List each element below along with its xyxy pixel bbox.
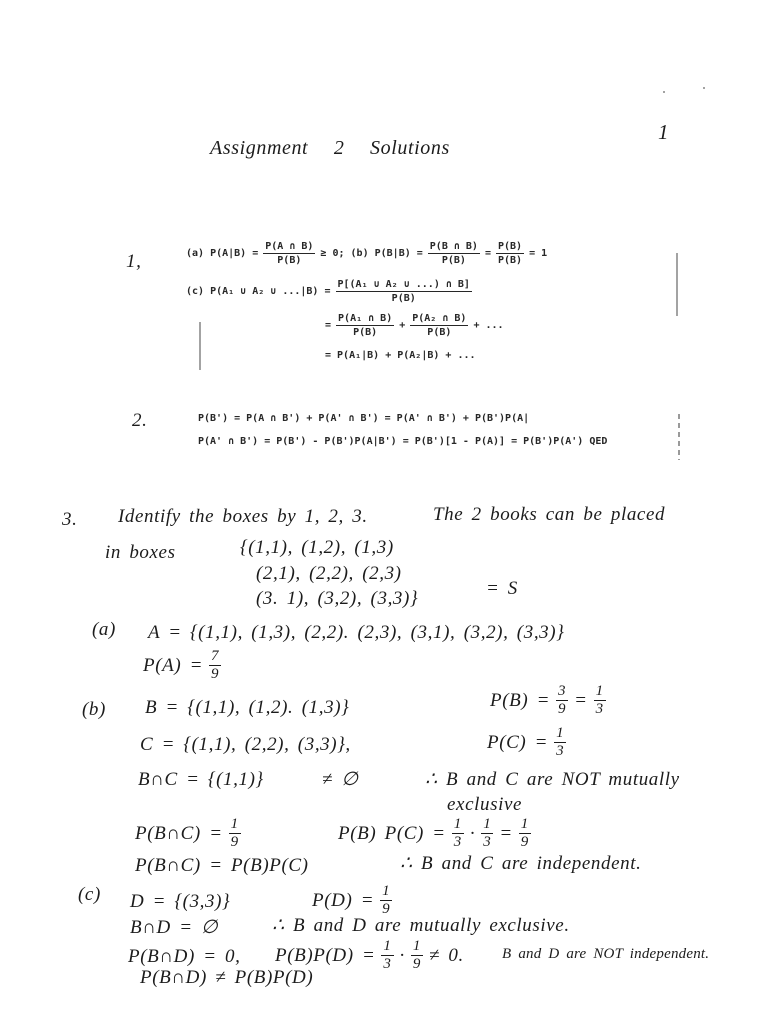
prod-bc-dot: · xyxy=(469,822,476,844)
q1c-fraction-3 xyxy=(410,313,468,338)
not-independent-conclusion: B and D are NOT independent. xyxy=(502,946,710,962)
not-empty: ≠ ∅ xyxy=(322,769,359,790)
p-d-line xyxy=(312,884,392,917)
prod-bd-fraction-1 xyxy=(381,939,393,972)
q1c-fraction-2 xyxy=(336,313,394,338)
q1c-lhs: (c) P(A₁ ∪ A₂ ∪ ...|B) = xyxy=(186,285,331,297)
fraction-numerator: 1 xyxy=(483,816,492,832)
prod-bc-fraction-2 xyxy=(481,817,493,850)
dependence-inequality: P(B∩D) ≠ P(B)P(D) xyxy=(140,967,314,988)
fraction-denominator: 3 xyxy=(453,834,462,850)
q1-parts-a-b-line xyxy=(186,241,547,266)
p-bc-lhs: P(B∩C) = xyxy=(135,822,223,844)
set-b: B = {(1,1), (1,2). (1,3)} xyxy=(145,697,350,718)
prod-bc-fraction-3 xyxy=(519,817,531,850)
p-c-lhs: P(C) = xyxy=(487,731,549,753)
fraction-numerator: 7 xyxy=(211,648,220,664)
p-b-line xyxy=(490,684,606,717)
fraction-numerator: 1 xyxy=(383,938,392,954)
q2-line-2: P(A' ∩ B') = P(B') - P(B')P(A|B') = P(B')[1 - P(A)] = P(B')P(A') QED xyxy=(198,436,608,447)
prod-bc-lhs: P(B) P(C) = xyxy=(338,822,446,844)
mutually-exclusive-conclusion: ∴ B and D are mutually exclusive. xyxy=(272,915,570,936)
fraction-denominator: 9 xyxy=(211,666,220,682)
p-a-fraction xyxy=(209,649,221,682)
fraction-denominator: 9 xyxy=(230,834,239,850)
set-d: D = {(3,3)} xyxy=(130,891,231,912)
q3c-label: (c) xyxy=(78,884,101,905)
q1c-fraction-1 xyxy=(336,279,472,304)
fraction-numerator: 1 xyxy=(412,938,421,954)
scan-line xyxy=(676,253,678,316)
fraction-denominator: 9 xyxy=(520,834,529,850)
fraction-numerator: 1 xyxy=(230,816,239,832)
p-b-equals: = xyxy=(574,689,588,711)
b-intersect-c: B∩C = {(1,1)} xyxy=(138,769,264,790)
q1a-lhs: (a) P(A|B) = xyxy=(186,247,259,259)
q2-number: 2. xyxy=(132,410,148,431)
scan-dot xyxy=(703,87,705,89)
independence-equality: P(B∩C) = P(B)P(C) xyxy=(135,855,309,876)
fraction-numerator: P(A ∩ B) xyxy=(265,241,314,252)
fraction-denominator: P(B) xyxy=(353,327,378,338)
fraction-numerator: P(B ∩ B) xyxy=(429,241,478,252)
q1b-fraction-2 xyxy=(496,241,524,266)
fraction-numerator: 1 xyxy=(556,725,565,741)
fraction-numerator: 1 xyxy=(382,883,391,899)
q2-line-1: P(B') = P(A ∩ B') + P(A' ∩ B') = P(A' ∩ B') + P(B')P(A| xyxy=(198,413,530,424)
p-c-line xyxy=(487,726,566,759)
b-intersect-d: B∩D = ∅ xyxy=(130,917,219,938)
fraction-denominator: P(B) xyxy=(391,293,416,304)
scan-dot xyxy=(663,91,665,93)
fraction-numerator: P(B) xyxy=(497,241,523,252)
fraction-denominator: P(B) xyxy=(497,255,523,266)
scan-line xyxy=(199,322,201,370)
p-b-intersect-d: P(B∩D) = 0, xyxy=(128,946,241,967)
sample-space-equals: = S xyxy=(486,578,518,599)
p-a-line xyxy=(143,649,221,682)
p-b-times-p-c-line xyxy=(338,817,531,850)
q3-in-boxes: in boxes xyxy=(105,542,176,563)
fraction-numerator: P(A₂ ∩ B) xyxy=(412,313,467,324)
fraction-denominator: 9 xyxy=(558,701,567,717)
p-b-intersect-c-line xyxy=(135,817,241,850)
q3b-label: (b) xyxy=(82,699,106,720)
p-d-fraction xyxy=(380,884,392,917)
q1a-fraction-1 xyxy=(263,241,315,266)
q3-number: 3. xyxy=(62,509,78,530)
q1c-equals: = xyxy=(325,319,332,331)
p-a-lhs: P(A) = xyxy=(143,654,204,676)
p-bc-fraction xyxy=(229,817,241,850)
sample-space-row-2: (2,1), (2,2), (2,3) xyxy=(256,563,402,584)
q3-intro-b: The 2 books can be placed xyxy=(433,504,666,525)
q1-number: 1, xyxy=(126,251,142,272)
sample-space-row-1: {(1,1), (1,2), (1,3) xyxy=(240,537,394,558)
p-b-fraction-1 xyxy=(556,684,568,717)
prod-bd-dot: · xyxy=(399,944,405,966)
set-a: A = {(1,1), (1,3), (2,2). (2,3), (3,1), (3,2), (3,3)} xyxy=(148,622,565,643)
q1c-tail: + ... xyxy=(473,319,504,331)
fraction-denominator: 9 xyxy=(412,956,421,972)
fraction-denominator: 3 xyxy=(383,956,392,972)
prod-bd-fraction-2 xyxy=(411,939,423,972)
q1c-line-1 xyxy=(186,279,472,304)
fraction-denominator: 3 xyxy=(556,743,565,759)
fraction-denominator: P(B) xyxy=(427,327,452,338)
fraction-numerator: 1 xyxy=(520,816,529,832)
q3-intro-a: Identify the boxes by 1, 2, 3. xyxy=(118,506,368,527)
q1b-fraction-1 xyxy=(428,241,480,266)
q1a-mid: ≥ 0; (b) P(B|B) = xyxy=(320,247,423,259)
sample-space-row-3: (3. 1), (3,2), (3,3)} xyxy=(256,588,419,609)
q1b-equals: = xyxy=(484,247,491,259)
independence-conclusion: ∴ B and C are independent. xyxy=(400,853,642,874)
fraction-numerator: P[(A₁ ∪ A₂ ∪ ...) ∩ B] xyxy=(337,279,470,290)
p-c-fraction xyxy=(554,726,566,759)
page-title: Assignment 2 Solutions xyxy=(210,137,450,159)
p-b-fraction-2 xyxy=(594,684,606,717)
not-mutually-exclusive-2: exclusive xyxy=(447,794,523,815)
scan-line xyxy=(678,414,680,460)
fraction-numerator: 3 xyxy=(558,683,567,699)
fraction-numerator: 1 xyxy=(453,816,462,832)
q1c-line-2 xyxy=(325,313,504,338)
fraction-denominator: 3 xyxy=(595,701,604,717)
p-d-lhs: P(D) = xyxy=(312,889,375,911)
prod-bd-tail: ≠ 0. xyxy=(429,944,464,966)
prod-bc-fraction-1 xyxy=(452,817,464,850)
not-mutually-exclusive-1: ∴ B and C are NOT mutually xyxy=(425,769,680,790)
prod-bd-lhs: P(B)P(D) = xyxy=(275,944,376,966)
fraction-numerator: P(A₁ ∩ B) xyxy=(338,313,393,324)
page-number: 1 xyxy=(658,120,670,144)
q1b-rhs: = 1 xyxy=(529,247,548,259)
prod-bc-equals: = xyxy=(499,822,513,844)
set-c: C = {(1,1), (2,2), (3,3)}, xyxy=(140,734,351,755)
fraction-denominator: 3 xyxy=(483,834,492,850)
fraction-denominator: 9 xyxy=(382,901,391,917)
p-b-lhs: P(B) = xyxy=(490,689,551,711)
fraction-denominator: P(B) xyxy=(277,255,302,266)
fraction-numerator: 1 xyxy=(595,683,604,699)
q3a-label: (a) xyxy=(92,619,116,640)
fraction-denominator: P(B) xyxy=(441,255,466,266)
q1c-plus: + xyxy=(399,319,406,331)
q1c-line-3: = P(A₁|B) + P(A₂|B) + ... xyxy=(325,350,476,361)
